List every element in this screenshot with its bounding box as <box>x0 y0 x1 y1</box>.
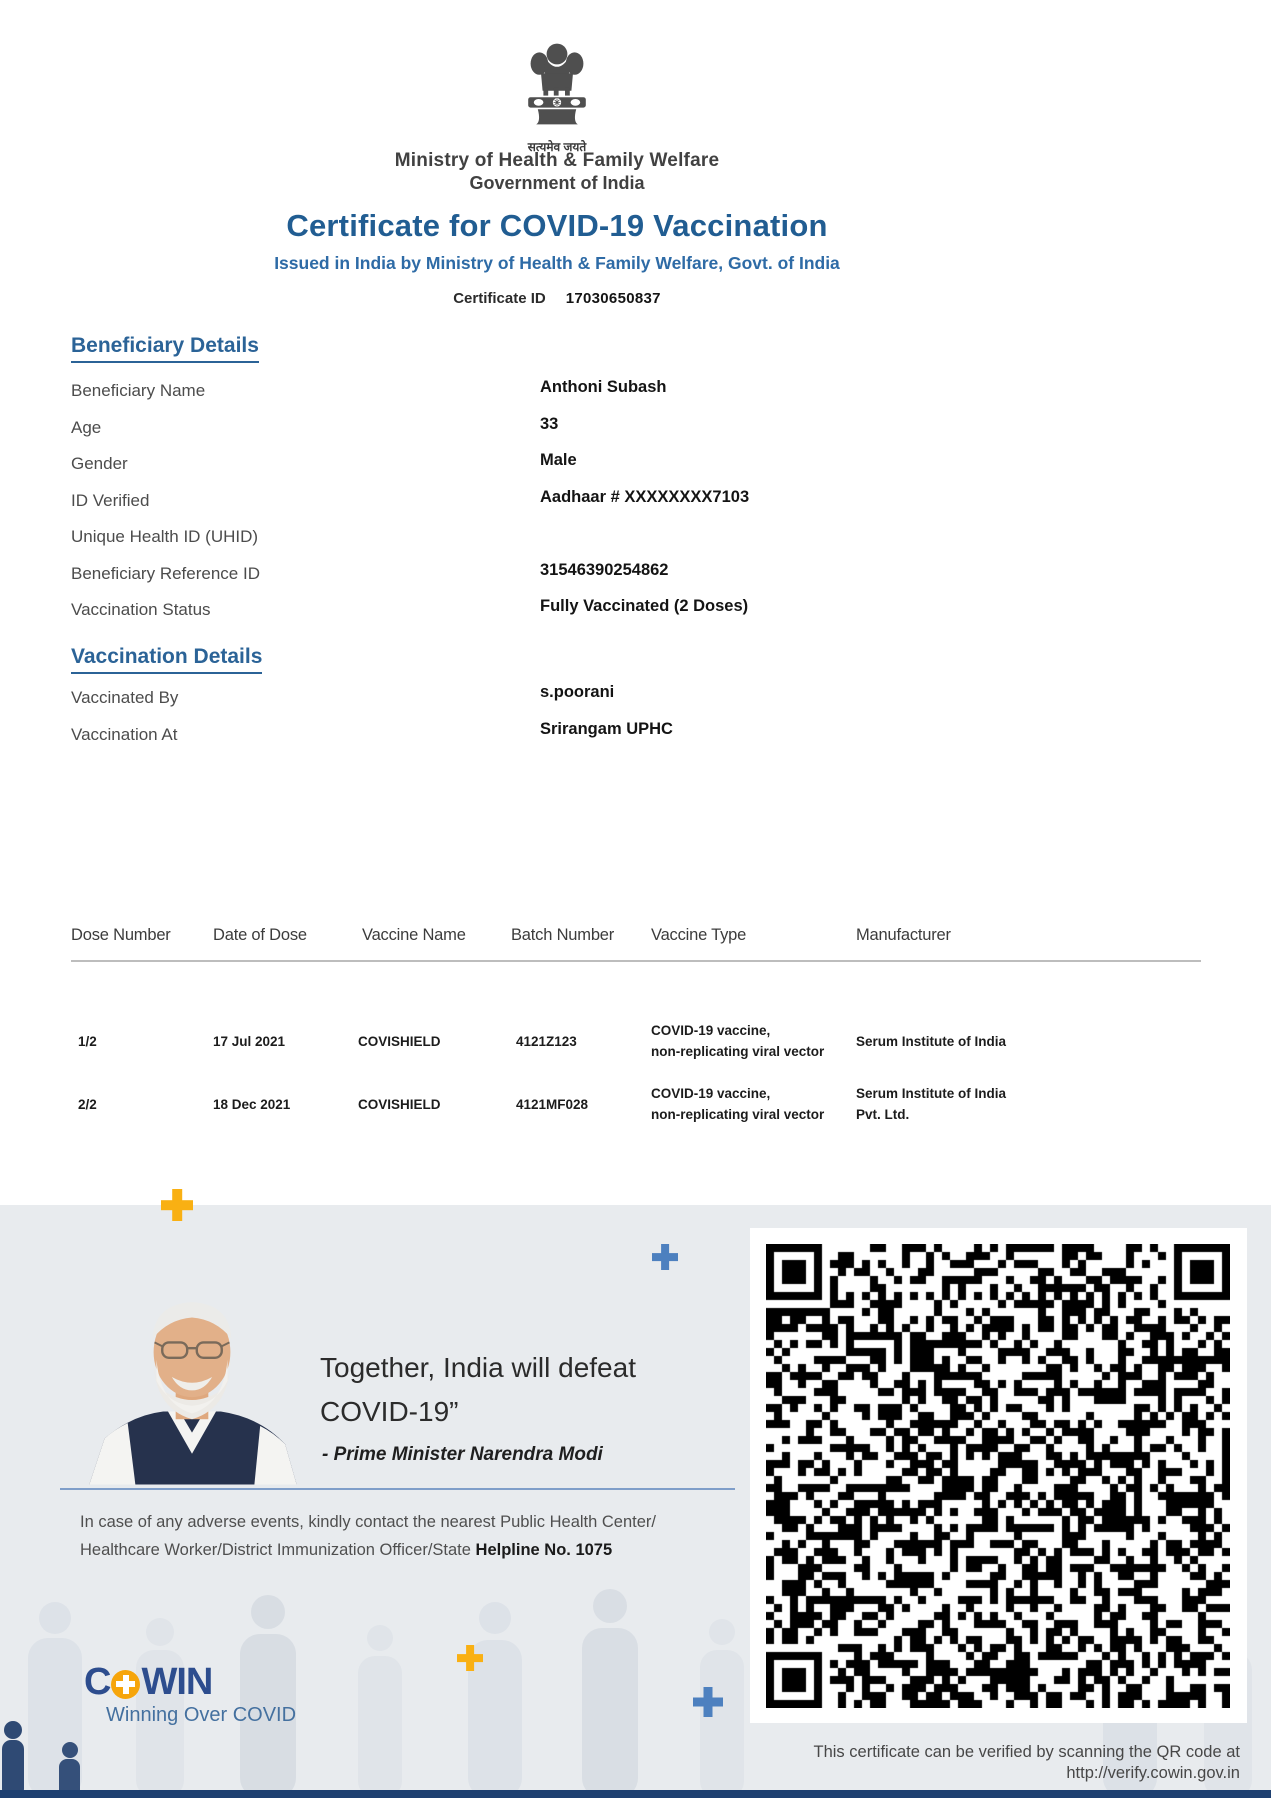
table-cell: 18 Dec 2021 <box>213 1097 291 1112</box>
table-cell: Serum Institute of India <box>856 1034 1007 1049</box>
field-label: Age <box>71 418 102 437</box>
field-label: Beneficiary Name <box>71 381 206 400</box>
field-value: Male <box>540 451 577 469</box>
plus-decoration-blue <box>652 1244 678 1270</box>
plus-decoration-orange <box>457 1645 483 1671</box>
emblem-caption: सत्यमेव जयते <box>527 140 587 154</box>
field-value: Srirangam UPHC <box>540 720 673 738</box>
table-cell: 4121MF028 <box>516 1097 589 1112</box>
field-label: Vaccinated By <box>71 688 179 707</box>
pm-photo <box>72 1288 312 1489</box>
cowin-plus-icon <box>111 1670 140 1699</box>
divider-line <box>60 1488 735 1490</box>
field-label: Unique Health ID (UHID) <box>71 527 259 546</box>
quote-attribution: - Prime Minister Narendra Modi <box>322 1444 603 1465</box>
page-title: Certificate for COVID-19 Vaccination <box>286 208 828 243</box>
col-header-manufacturer: Manufacturer <box>856 926 951 944</box>
vaccination-details-heading: Vaccination Details <box>71 645 262 674</box>
table-cell: COVISHIELD <box>358 1034 441 1049</box>
table-cell <box>651 1083 824 1125</box>
cowin-logo-c: C <box>84 1660 111 1703</box>
certificate-id-value: 17030650837 <box>565 290 661 307</box>
page-subtitle: Issued in India by Ministry of Health & Family Welfare, Govt. of India <box>274 253 840 273</box>
qr-code <box>750 1228 1247 1723</box>
col-header-batch-number: Batch Number <box>511 926 615 944</box>
india-emblem-icon <box>517 34 597 138</box>
vaccine-type-line1: COVID-19 vaccine, <box>651 1023 771 1038</box>
verify-instructions <box>814 1742 1240 1784</box>
table-cell <box>651 1020 824 1062</box>
table-cell: COVISHIELD <box>358 1097 441 1112</box>
adverse-events-notice <box>80 1508 700 1564</box>
plus-decoration-orange <box>161 1189 193 1221</box>
vaccine-type-line2: non-replicating viral vector <box>651 1044 825 1059</box>
ministry-line1: Ministry of Health & Family Welfare <box>394 150 720 171</box>
vaccine-type-line2: non-replicating viral vector <box>651 1107 825 1122</box>
table-row: 1/2 <box>78 1034 97 1049</box>
field-value: Anthoni Subash <box>540 378 667 396</box>
field-label: Gender <box>71 454 128 473</box>
adverse-line2: Healthcare Worker/District Immunization Officer/State <box>80 1541 476 1559</box>
verify-line1: This certificate can be verified by scanning the QR code at <box>813 1743 1240 1761</box>
verify-line2: http://verify.cowin.gov.in <box>1066 1764 1240 1782</box>
col-header-date-of-dose: Date of Dose <box>213 926 307 944</box>
plus-decoration-blue <box>693 1687 723 1717</box>
bottom-navy-bar <box>0 1790 1271 1798</box>
field-value: 33 <box>540 415 559 433</box>
table-row: 2/2 <box>78 1097 97 1112</box>
cowin-tagline: Winning Over COVID <box>106 1704 297 1726</box>
cowin-logo-win: WIN <box>141 1660 213 1703</box>
field-value: s.poorani <box>540 683 615 701</box>
table-cell: 17 Jul 2021 <box>213 1034 286 1049</box>
col-header-vaccine-name: Vaccine Name <box>362 926 466 944</box>
certificate-id-row <box>0 290 1114 307</box>
field-value: 31546390254862 <box>540 561 669 579</box>
certificate-id-label: Certificate ID <box>453 290 546 307</box>
cowin-logo <box>84 1662 212 1702</box>
field-label: Vaccination Status <box>71 600 211 619</box>
quote-line1: Together, India will defeat <box>320 1352 636 1383</box>
col-header-vaccine-type: Vaccine Type <box>651 926 747 944</box>
adverse-line1: In case of any adverse events, kindly contact the nearest Public Health Center/ <box>80 1513 656 1531</box>
qr-code-canvas <box>766 1244 1230 1708</box>
field-value: Aadhaar # XXXXXXXX7103 <box>540 488 750 506</box>
field-label: ID Verified <box>71 491 150 510</box>
ministry-line2: Government of India <box>469 173 645 193</box>
table-cell: Serum Institute of India Pvt. Ltd. <box>856 1086 1007 1122</box>
field-label: Beneficiary Reference ID <box>71 564 260 583</box>
table-cell: 4121Z123 <box>516 1034 577 1049</box>
field-value: Fully Vaccinated (2 Doses) <box>540 597 749 615</box>
helpline-number: Helpline No. 1075 <box>475 1541 613 1559</box>
beneficiary-details-heading: Beneficiary Details <box>71 334 259 363</box>
vaccine-type-line1: COVID-19 vaccine, <box>651 1086 771 1101</box>
field-label: Vaccination At <box>71 725 178 744</box>
quote-line2: COVID-19” <box>320 1396 459 1427</box>
table-divider <box>71 960 1201 962</box>
col-header-dose-number: Dose Number <box>71 926 171 944</box>
